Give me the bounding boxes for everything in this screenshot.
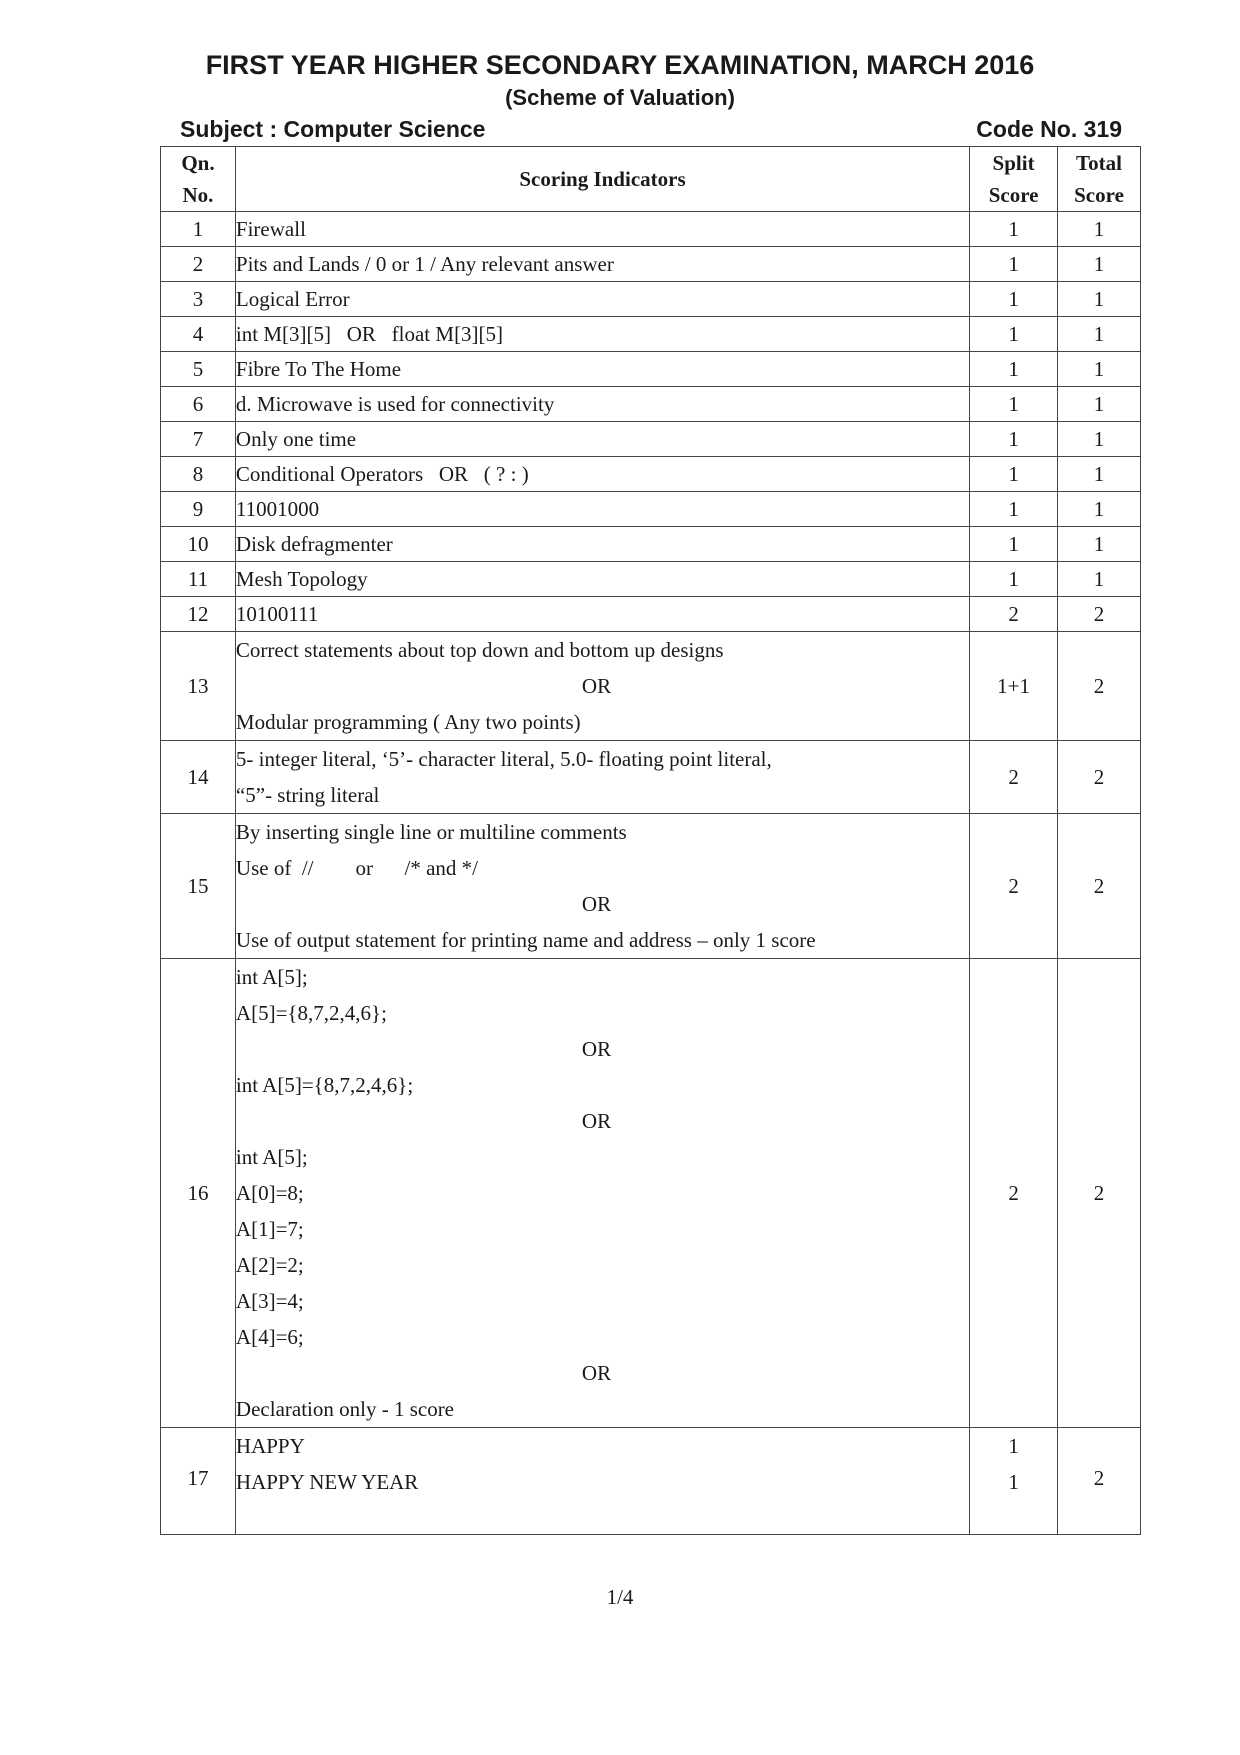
table-row	[161, 317, 1141, 352]
split-score: 1 1	[970, 1428, 1058, 1535]
total-score: 1	[1058, 457, 1141, 492]
split-score-header: Split Score	[970, 147, 1058, 212]
total-score: 1	[1058, 352, 1141, 387]
split-score: 1	[970, 457, 1058, 492]
table-row	[161, 457, 1141, 492]
split-score: 2	[970, 597, 1058, 632]
total-score: 1	[1058, 492, 1141, 527]
table-row	[161, 814, 1141, 959]
scoring-indicator: Logical Error	[235, 282, 969, 317]
scoring-indicator: 5- integer literal, ‘5’- character literal, 5.0- floating point literal, “5”- string literal	[235, 741, 969, 814]
question-number: 10	[161, 527, 236, 562]
scoring-indicator: Correct statements about top down and bottom up designs OR Modular programming ( Any two points)	[235, 632, 969, 741]
question-number: 16	[161, 959, 236, 1428]
question-number: 3	[161, 282, 236, 317]
split-score: 2	[970, 814, 1058, 959]
scoring-indicator: By inserting single line or multiline comments Use of // or /* and */ OR Use of output statement for printing name and address – only 1 score	[235, 814, 969, 959]
question-number: 2	[161, 247, 236, 282]
question-number: 13	[161, 632, 236, 741]
total-score: 2	[1058, 741, 1141, 814]
split-score: 1+1	[970, 632, 1058, 741]
total-score: 1	[1058, 282, 1141, 317]
table-row	[161, 422, 1141, 457]
scoring-indicator: int A[5]; A[5]={8,7,2,4,6}; OR int A[5]={8,7,2,4,6}; OR int A[5]; A[0]=8; A[1]=7; A[2]=2; A[3]=4; A[4]=6; OR Declaration only - 1 score	[235, 959, 969, 1428]
question-number: 9	[161, 492, 236, 527]
scoring-indicator: 10100111	[235, 597, 969, 632]
total-score: 2	[1058, 597, 1141, 632]
table-header-row	[161, 147, 1141, 212]
page-number: 1/4	[606, 1585, 634, 1609]
scoring-indicator: HAPPY HAPPY NEW YEAR	[235, 1428, 969, 1535]
scoring-indicator: int M[3][5] OR float M[3][5]	[235, 317, 969, 352]
split-score: 1	[970, 282, 1058, 317]
total-score-header: Total Score	[1058, 147, 1141, 212]
scoring-indicator: Conditional Operators OR ( ? : )	[235, 457, 969, 492]
scoring-indicator: Firewall	[235, 212, 969, 247]
question-number: 11	[161, 562, 236, 597]
split-score: 2	[970, 741, 1058, 814]
split-score: 2	[970, 959, 1058, 1428]
table-row	[161, 1428, 1141, 1535]
table-row	[161, 597, 1141, 632]
question-number: 17	[161, 1428, 236, 1535]
indicators-header: Scoring Indicators	[235, 147, 969, 212]
question-number: 14	[161, 741, 236, 814]
split-score: 1	[970, 422, 1058, 457]
scoring-indicator: 11001000	[235, 492, 969, 527]
split-score: 1	[970, 492, 1058, 527]
code-number: Code No. 319	[976, 116, 1122, 142]
scoring-indicator: Only one time	[235, 422, 969, 457]
scoring-indicator: Pits and Lands / 0 or 1 / Any relevant answer	[235, 247, 969, 282]
split-score: 1	[970, 247, 1058, 282]
total-score: 1	[1058, 247, 1141, 282]
subject-label: Subject : Computer Science	[180, 116, 486, 142]
question-number: 6	[161, 387, 236, 422]
question-number: 8	[161, 457, 236, 492]
total-score: 1	[1058, 212, 1141, 247]
split-score: 1	[970, 387, 1058, 422]
table-row	[161, 959, 1141, 1428]
question-number: 5	[161, 352, 236, 387]
split-score: 1	[970, 562, 1058, 597]
scoring-indicator: Fibre To The Home	[235, 352, 969, 387]
split-score: 1	[970, 352, 1058, 387]
total-score: 2	[1058, 959, 1141, 1428]
split-score: 1	[970, 317, 1058, 352]
split-score: 1	[970, 527, 1058, 562]
exam-title: FIRST YEAR HIGHER SECONDARY EXAMINATION, MARCH 2016	[205, 50, 1035, 80]
valuation-table	[160, 146, 1141, 1535]
total-score: 2	[1058, 814, 1141, 959]
total-score: 2	[1058, 632, 1141, 741]
total-score: 1	[1058, 527, 1141, 562]
scoring-indicator: d. Microwave is used for connectivity	[235, 387, 969, 422]
split-score: 1	[970, 212, 1058, 247]
table-row	[161, 741, 1141, 814]
table-row	[161, 562, 1141, 597]
scoring-indicator: Mesh Topology	[235, 562, 969, 597]
table-row	[161, 387, 1141, 422]
total-score: 1	[1058, 562, 1141, 597]
question-number: 7	[161, 422, 236, 457]
table-row	[161, 282, 1141, 317]
scoring-indicator: Disk defragmenter	[235, 527, 969, 562]
table-row	[161, 212, 1141, 247]
table-row	[161, 492, 1141, 527]
table-row	[161, 632, 1141, 741]
question-number: 15	[161, 814, 236, 959]
total-score: 2	[1058, 1428, 1141, 1535]
question-number: 1	[161, 212, 236, 247]
table-row	[161, 247, 1141, 282]
table-row	[161, 527, 1141, 562]
question-number: 4	[161, 317, 236, 352]
total-score: 1	[1058, 422, 1141, 457]
total-score: 1	[1058, 387, 1141, 422]
exam-subtitle: (Scheme of Valuation)	[505, 85, 735, 110]
table-row	[161, 352, 1141, 387]
total-score: 1	[1058, 317, 1141, 352]
qn-header: Qn. No.	[161, 147, 236, 212]
question-number: 12	[161, 597, 236, 632]
